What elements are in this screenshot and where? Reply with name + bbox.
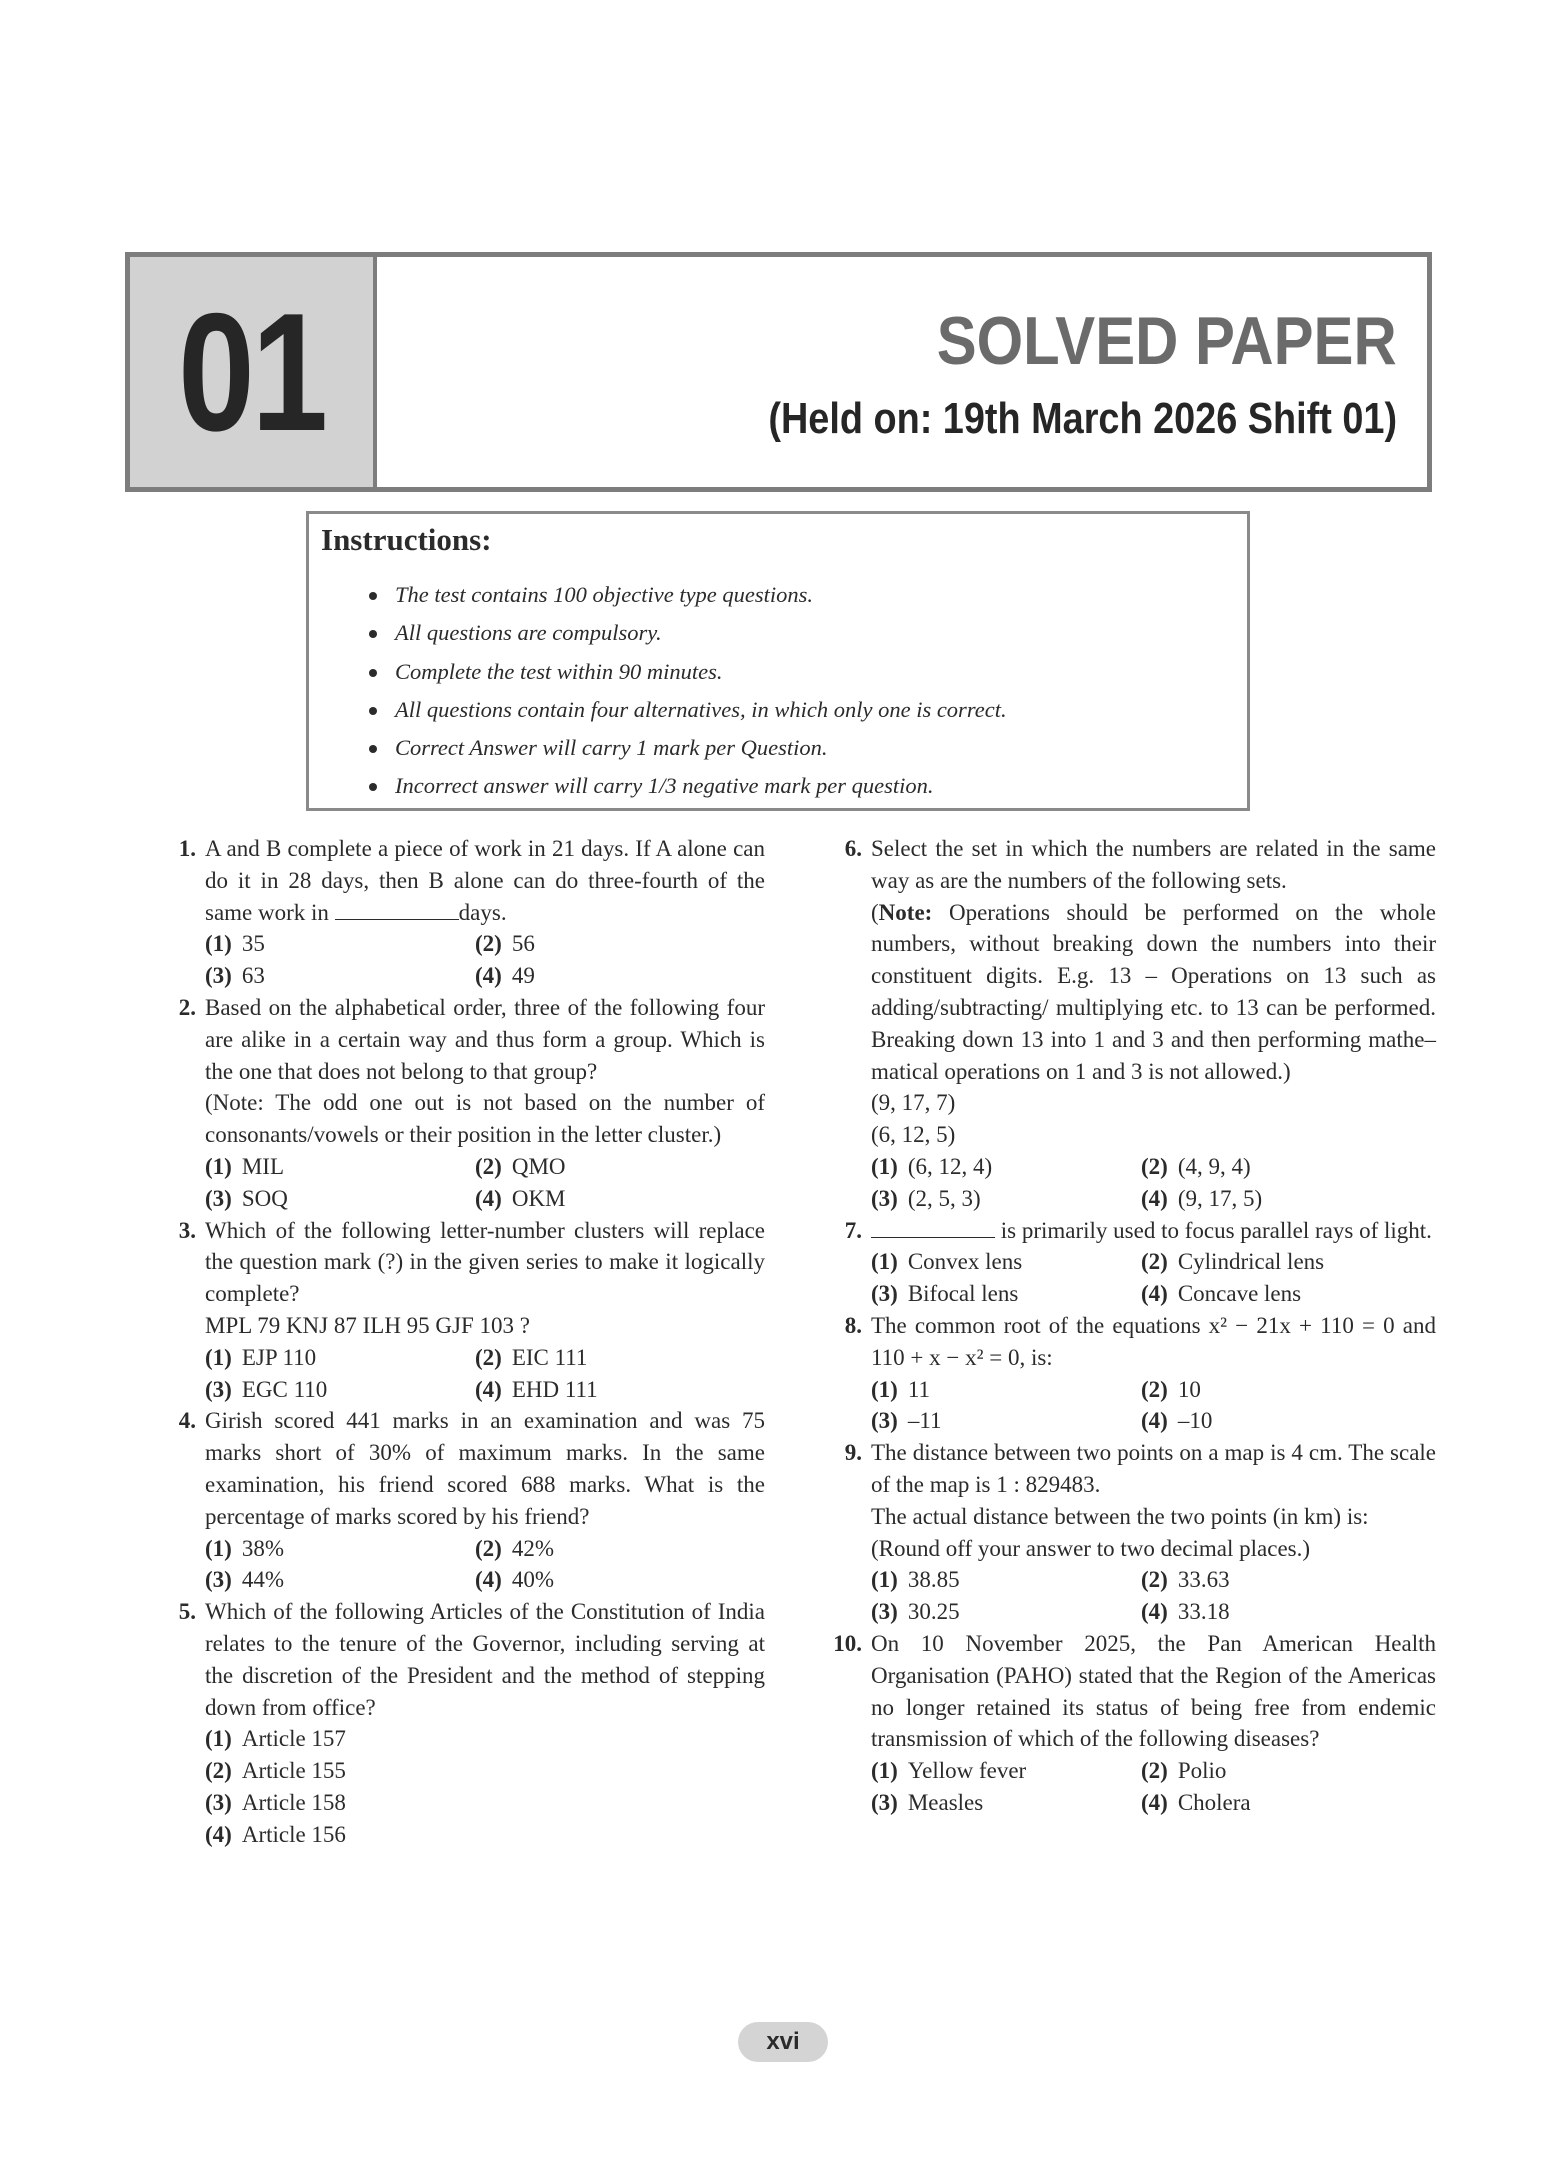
instructions-box: [306, 511, 1250, 811]
option[interactable]: (3) 44%: [205, 1567, 284, 1593]
question-series: MPL 79 KNJ 87 ILH 95 GJF 103 ?: [205, 1312, 530, 1338]
option[interactable]: (2) 42%: [475, 1535, 554, 1561]
right-column: [826, 833, 1436, 1819]
options: [871, 1755, 1436, 1819]
option[interactable]: (3) Bifocal lens: [871, 1281, 1019, 1307]
answer-blank: [335, 897, 459, 920]
question-number: 2.: [178, 994, 196, 1020]
option[interactable]: (3) (2, 5, 3): [871, 1185, 981, 1211]
question-number: 1.: [178, 836, 196, 861]
question-5: [160, 1596, 765, 1850]
paper-title: SOLVED PAPER: [937, 303, 1397, 379]
option[interactable]: (1) (6, 12, 4): [871, 1153, 993, 1179]
question-note: (Round off your answer to two decimal places.): [871, 1535, 1311, 1561]
option[interactable]: (2) Cylindrical lens: [1141, 1249, 1325, 1275]
option[interactable]: (4) 40%: [475, 1567, 554, 1593]
question-number: 8.: [844, 1312, 862, 1338]
option[interactable]: (1) 35: [205, 931, 265, 957]
option[interactable]: (1) 38%: [205, 1535, 284, 1561]
options: [205, 1151, 765, 1215]
question-note: (Note: Operations should be performed on the whole numbers, without breaking down the numbers into their constituent digits. E.g. 13 – Operations on 13 such as adding/subtracting/ multiplying etc. to 13 can be performed. Breaking down 13 into 1 and 3 and then performing mathe– matical operations on 1 and 3 is not allowed.): [871, 899, 1436, 1084]
question-1: [160, 833, 765, 992]
option[interactable]: (1) 11: [871, 1376, 930, 1402]
paper-header: [125, 252, 1432, 492]
instruction-item: Complete the test within 90 minutes.: [367, 653, 1007, 691]
instruction-item: All questions are compulsory.: [367, 614, 1007, 652]
options: [871, 1151, 1436, 1215]
option[interactable]: (1) Yellow fever: [871, 1758, 1027, 1784]
question-6: [826, 833, 1436, 1215]
instruction-item: Correct Answer will carry 1 mark per Question.: [367, 729, 1007, 767]
left-column: [160, 833, 765, 1851]
option[interactable]: (3) –11: [871, 1408, 942, 1434]
option[interactable]: (2) Article 155: [205, 1758, 346, 1784]
instruction-item: Incorrect answer will carry 1/3 negative mark per question.: [367, 767, 1007, 805]
question-number: 5.: [178, 1599, 196, 1625]
option[interactable]: (1) Convex lens: [871, 1249, 1023, 1275]
paper-number-box: [130, 257, 377, 487]
options: [871, 1246, 1436, 1310]
question-text: [205, 833, 765, 928]
option[interactable]: (4) 33.18: [1141, 1599, 1230, 1625]
question-text: Which of the following Articles of the Constitution of India relates to the tenure of the Governor, including serving at the discretion of the President and the method of stepping down from office?: [205, 1599, 765, 1720]
option[interactable]: (3) SOQ: [205, 1185, 288, 1211]
question-number: 7.: [844, 1217, 862, 1243]
question-text: Girish scored 441 marks in an examination and was 75 marks short of 30% of maximum marks. In the same examination, his friend scored 688 marks. What is the percentage of marks scored by his friend?: [205, 1408, 765, 1529]
option[interactable]: (2) 10: [1141, 1376, 1201, 1402]
options: [205, 928, 765, 992]
number-set: (6, 12, 5): [871, 1122, 956, 1148]
option[interactable]: (1) MIL: [205, 1153, 284, 1179]
question-number: 10.: [833, 1630, 862, 1656]
option[interactable]: (4) (9, 17, 5): [1141, 1185, 1263, 1211]
option[interactable]: (1) 38.85: [871, 1567, 960, 1593]
page-number: xvi: [738, 2022, 828, 2062]
option[interactable]: (2) 33.63: [1141, 1567, 1230, 1593]
options: [871, 1564, 1436, 1628]
options: [205, 1342, 765, 1406]
instruction-item: All questions contain four alternatives, in which only one is correct.: [367, 691, 1007, 729]
option[interactable]: (1) Article 157: [205, 1726, 346, 1752]
option[interactable]: (4) –10: [1141, 1408, 1213, 1434]
option[interactable]: (4) Concave lens: [1141, 1281, 1302, 1307]
option[interactable]: (2) EIC 111: [475, 1344, 588, 1370]
instructions-heading: Instructions:: [321, 522, 492, 557]
question-text: Which of the following letter-number clusters will replace the question mark (?) in the given series to make it logically complete?: [205, 1217, 765, 1307]
options: [871, 1374, 1436, 1438]
option[interactable]: (3) Article 158: [205, 1789, 346, 1815]
question-text: Select the set in which the numbers are related in the same way as are the numbers of the following sets.: [871, 836, 1436, 893]
question-7: [826, 1215, 1436, 1310]
question-text: The common root of the equations x² − 21x + 110 = 0 and 110 + x − x² = 0, is:: [871, 1312, 1436, 1370]
question-text: On 10 November 2025, the Pan American Health Organisation (PAHO) stated that the Region of the Americas no longer retained its status of being free from endemic transmission of which of the following diseases?: [871, 1630, 1436, 1752]
question-number: 4.: [178, 1408, 196, 1434]
question-3: [160, 1215, 765, 1406]
option[interactable]: (3) EGC 110: [205, 1376, 328, 1402]
question-text: The distance between two points on a map is 4 cm. The scale of the map is 1 : 829483.: [871, 1440, 1436, 1497]
paper-subtitle: (Held on: 19th March 2026 Shift 01): [768, 394, 1397, 443]
question-text: [871, 1215, 1436, 1247]
option[interactable]: (2) (4, 9, 4): [1141, 1153, 1251, 1179]
question-text-part: days.: [458, 899, 507, 925]
instruction-item: The test contains 100 objective type questions.: [367, 576, 1007, 614]
option[interactable]: (4) 49: [475, 963, 535, 989]
options: [205, 1533, 765, 1597]
paper-number: 01: [178, 278, 325, 466]
option[interactable]: (4) EHD 111: [475, 1376, 598, 1402]
question-8: [826, 1310, 1436, 1437]
answer-blank: [871, 1215, 995, 1238]
option[interactable]: (3) Measles: [871, 1789, 984, 1815]
question-9: [826, 1437, 1436, 1628]
option[interactable]: (1) EJP 110: [205, 1344, 317, 1370]
instructions-list: [367, 576, 1007, 806]
question-text-part: A and B complete a piece of work in 21 days. If A alone can do it in 28 days, then B alone can do three-fourth of the same work in: [205, 836, 765, 925]
question-note: (Note: The odd one out is not based on the number of consonants/vowels or their position in the letter cluster.): [205, 1090, 765, 1148]
question-number: 3.: [178, 1217, 196, 1243]
question-10: [826, 1628, 1436, 1819]
question-text: Based on the alphabetical order, three of the following four are alike in a certain way and thus form a group. Which is the one that does not belong to that group?: [205, 994, 765, 1084]
option[interactable]: (3) 30.25: [871, 1599, 960, 1625]
option[interactable]: (4) Article 156: [205, 1821, 346, 1847]
question-text-part: is primarily used to focus parallel rays of light.: [1000, 1217, 1432, 1243]
option[interactable]: (3) 63: [205, 963, 265, 989]
number-set: (9, 17, 7): [871, 1090, 956, 1116]
question-4: [160, 1405, 765, 1596]
question-number: 6.: [844, 836, 862, 861]
option[interactable]: (4) OKM: [475, 1185, 566, 1211]
question-text-continued: The actual distance between the two points (in km) is:: [871, 1503, 1369, 1529]
option[interactable]: (2) Polio: [1141, 1758, 1227, 1784]
option[interactable]: (4) Cholera: [1141, 1789, 1251, 1815]
option[interactable]: (2) 56: [475, 931, 535, 957]
question-2: [160, 992, 765, 1215]
options: [205, 1723, 765, 1850]
option[interactable]: (2) QMO: [475, 1153, 566, 1179]
question-number: 9.: [844, 1440, 862, 1466]
